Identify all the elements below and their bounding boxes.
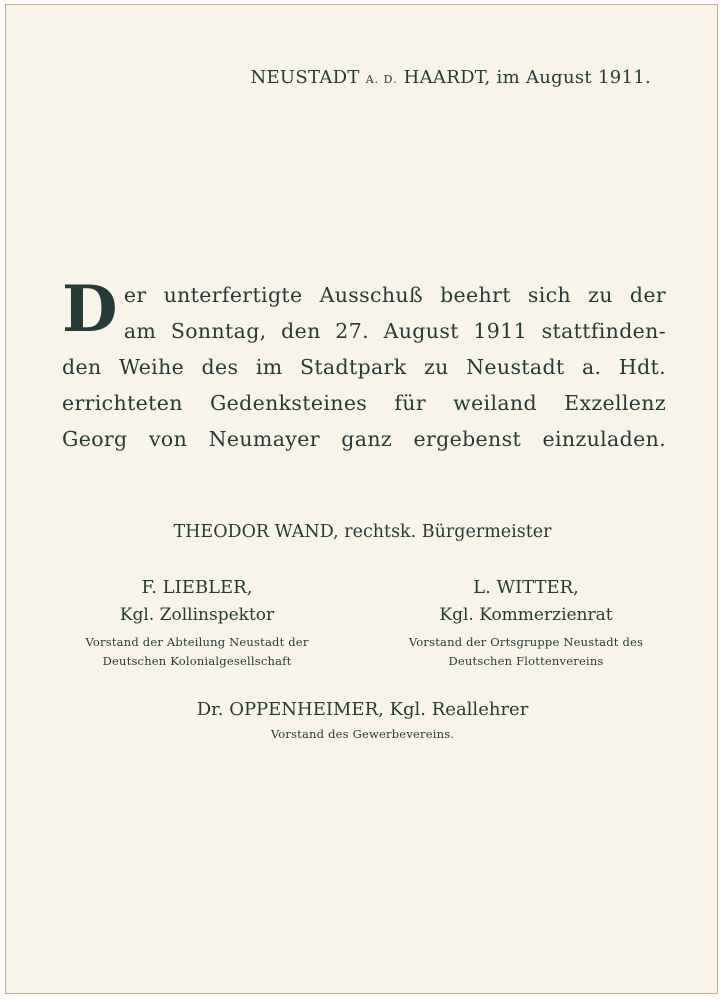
text-line-5: Georg von Neumayer ganz ergebenst einzuladen. (62, 427, 666, 451)
signer-left (37, 575, 357, 671)
signer-left-desc-line-1: Vorstand der Abteilung Neustadt der (85, 635, 309, 649)
signer-mayor: THEODOR WAND, rechtsk. Bürgermeister (173, 522, 552, 542)
signer-bottom (6, 697, 719, 745)
signer-left-desc (37, 633, 357, 671)
signer-bottom-name: Dr. OPPENHEIMER, Kgl. Reallehrer (196, 699, 529, 720)
text-line-3: den Weihe des im Stadtpark zu Neustadt a. Hdt. (62, 355, 666, 379)
dateline-rest: HAARDT, im August 1911. (403, 67, 651, 88)
signer-bottom-desc: Vorstand des Gewerbevereins. (270, 727, 455, 741)
signer-right-desc-line-1: Vorstand der Ortsgruppe Neustadt des (408, 635, 644, 649)
drop-cap: D (62, 272, 118, 347)
dateline (250, 67, 651, 88)
text-line-4: errichteten Gedenksteines für weiland Exzellenz (62, 391, 666, 415)
invitation-text (62, 272, 666, 457)
text-line-2: am Sonntag, den 27. August 1911 stattfinden- (123, 319, 666, 343)
signer-left-name: F. LIEBLER, (141, 577, 253, 598)
dateline-city: NEUSTADT (250, 67, 360, 88)
signer-right-name: L. WITTER, (473, 577, 579, 598)
signer-right-desc-line-2: Deutschen Flottenvereins (448, 654, 604, 668)
signer-right (366, 575, 686, 671)
signer-right-desc (366, 633, 686, 671)
invitation-page (5, 4, 718, 994)
signer-left-title: Kgl. Zollinspektor (119, 605, 275, 625)
dateline-abbrev: A. D. (365, 73, 398, 86)
signer-left-desc-line-2: Deutschen Kolonialgesellschaft (102, 654, 292, 668)
text-line-1: er unterfertigte Ausschuß beehrt sich zu der (123, 283, 666, 307)
signer-right-title: Kgl. Kommerzienrat (439, 605, 613, 625)
